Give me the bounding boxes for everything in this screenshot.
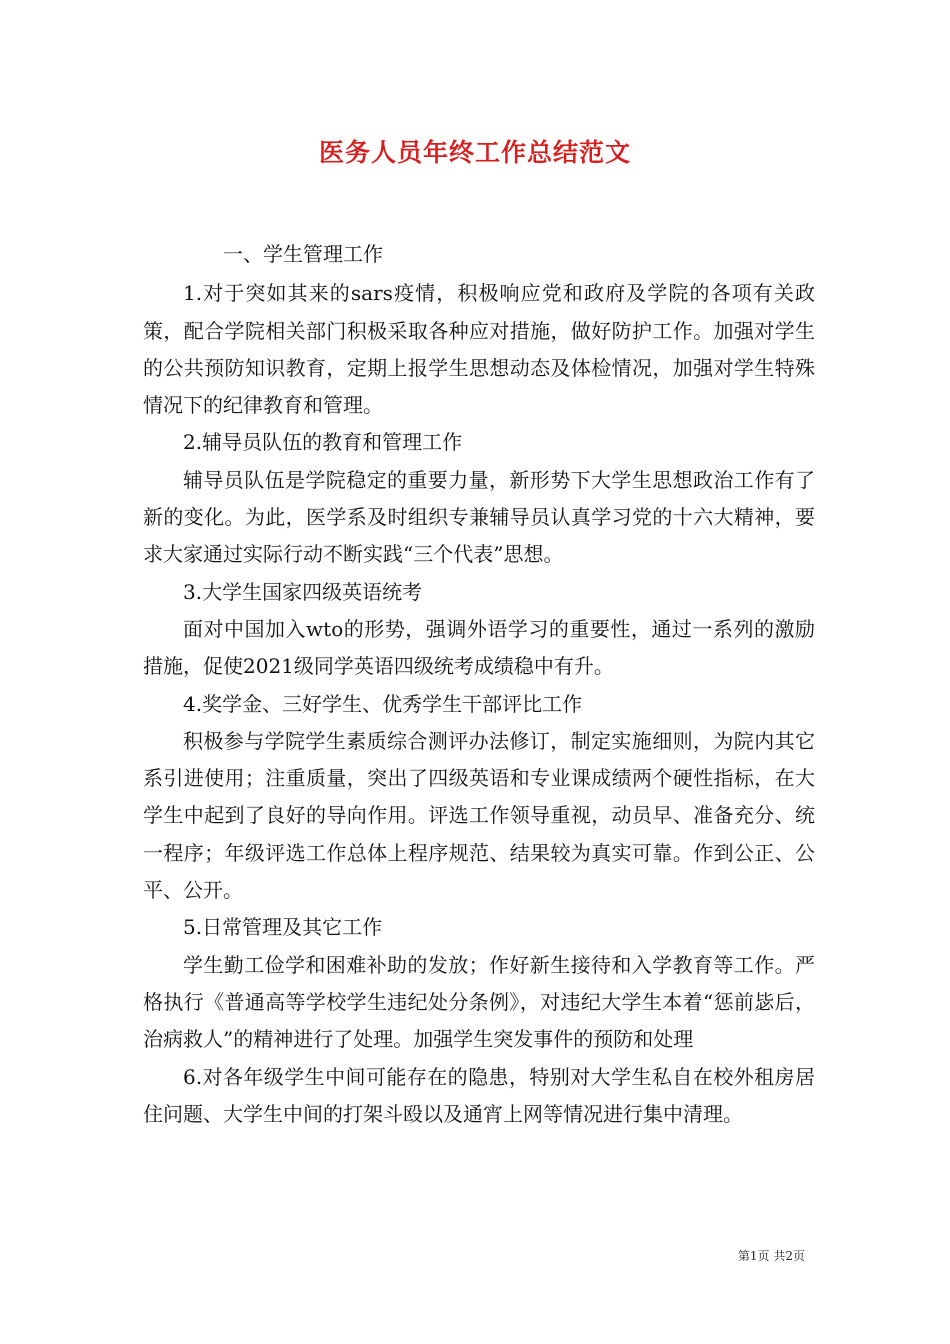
paragraph-english-exam: 面对中国加入wto的形势，强调外语学习的重要性，通过一系列的激励措施，促使2021级同学英语四级统考成绩稳中有升。 [143, 616, 815, 679]
section-heading: 一、学生管理工作 [223, 242, 383, 266]
paragraph-item-6: 6.对各年级学生中间可能存在的隐患，特别对大学生私自在校外租房居住问题、大学生中间的打架斗殴以及通宵上网等情况进行集中清理。 [143, 1064, 815, 1126]
paragraph-heading-2: 2.辅导员队伍的教育和管理工作 [183, 430, 463, 455]
paragraph-heading-5: 5.日常管理及其它工作 [183, 915, 383, 940]
paragraph-scholarship: 积极参与学院学生素质综合测评办法修订，制定实施细则，为院内其它系引进使用；注重质量，突出了四级英语和专业课成绩两个硬性指标，在大学生中起到了良好的导向作用。评选工作领导重视，动员早、准备充分、统一程序；年级评选工作总体上程序规范、结果较为真实可靠。作到公正、公平、公开。 [143, 728, 815, 903]
paragraph-daily-management: 学生勤工俭学和困难补助的发放；作好新生接待和入学教育等工作。严格执行《普通高等学校学生违纪处分条例》，对违纪大学生本着“惩前毖后，治病救人”的精神进行了处理。加强学生突发事件的预防和处理 [143, 952, 815, 1052]
page-title: 医务人员年终工作总结范文 [318, 138, 631, 167]
paragraph-heading-4: 4.奖学金、三好学生、优秀学生干部评比工作 [183, 691, 583, 716]
paragraph-heading-3: 3.大学生国家四级英语统考 [183, 579, 423, 604]
document-body [143, 236, 815, 1133]
paragraph-item-1: 1.对于突如其来的sars疫情，积极响应党和政府及学院的各项有关政策，配合学院相关部门积极采取各种应对措施，做好防护工作。加强对学生的公共预防知识教育，定期上报学生思想动态及体检情况，加强对学生特殊情况下的纪律教育和管理。 [143, 281, 815, 418]
paragraph-counselor-team: 辅导员队伍是学院稳定的重要力量，新形势下大学生思想政治工作有了新的变化。为此，医学系及时组织专兼辅导员认真学习党的十六大精神，要求大家通过实际行动不断实践“三个代表”思想。 [143, 467, 815, 567]
page-number: 第1页 共2页 [737, 1249, 805, 1263]
